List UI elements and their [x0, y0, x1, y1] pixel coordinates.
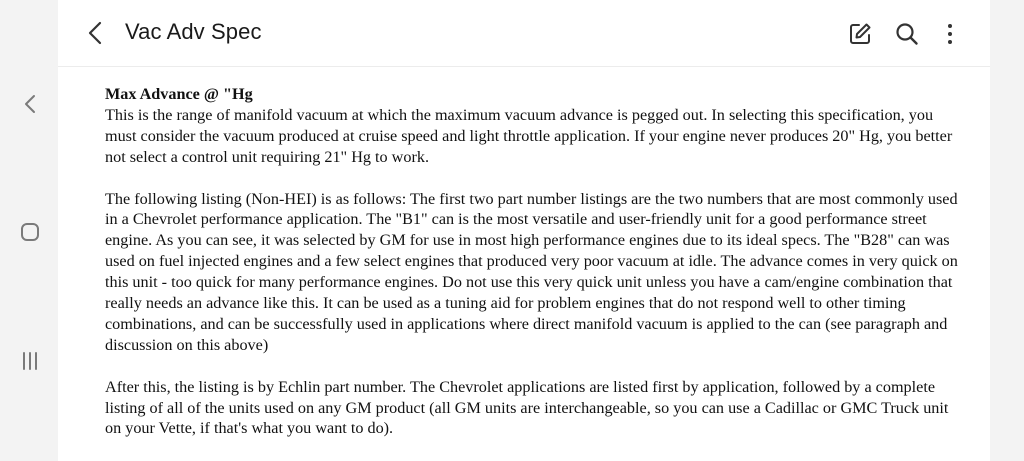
- note-paragraph-echlin: After this, the listing is by Echlin part number. The Chevrolet applications are listed first by application, followed by a complete listing of all of the units used on any GM product (all GM units are interchangeable, so you can use a Cadillac or GMC Truck unit on your Vette, if that's what you want to do).: [105, 377, 949, 438]
- system-navigation-bar: [0, 0, 58, 461]
- notes-app-window: [58, 0, 990, 461]
- note-paragraph-max-advance: This is the range of manifold vacuum at which the maximum vacuum advance is pegged out. In selecting this specification, you must consider the vacuum produced at cruise speed and light throttle application. If your engine never produces 20" Hg, you better not select a control unit requiring 21" Hg to work.: [105, 105, 953, 166]
- rounded-square-home-icon: [19, 221, 41, 243]
- app-bar: [58, 0, 990, 67]
- edit-pencil-icon: [847, 21, 873, 47]
- search-icon: [894, 21, 920, 47]
- page-title: Vac Adv Spec: [125, 19, 262, 44]
- note-paragraph-listing: The following listing (Non-HEI) is as follows: The first two part number listings are the two numbers that are most commonly used in a Chevrolet performance application. The "B1" can is the most versatile and user-friendly unit for a good performance street engine. As you can see, it was selected by GM for use in most high performance engines due to its ideal specs. The "B28" can was used on fuel injected engines and a few select engines that produced very poor vacuum at idle. The advance comes in very quick on this unit - too quick for many performance engines. Do not use this very quick unit unless you have a cam/engine combination that really needs an advance like this. It can be used as a tuning aid for problem engines that do not respond well to other timing combinations, and can be successfully used in applications where direct manifold vacuum is applied to the can (see paragraph and discussion on this above): [105, 189, 958, 354]
- search-button[interactable]: [891, 18, 923, 50]
- more-vertical-icon: [942, 21, 958, 47]
- edit-button[interactable]: [844, 18, 876, 50]
- chevron-left-icon: [20, 92, 40, 116]
- back-button[interactable]: [80, 17, 112, 49]
- note-body[interactable]: [105, 84, 965, 460]
- note-heading: Max Advance @ "Hg: [105, 85, 253, 103]
- three-lines-recents-icon: [19, 350, 41, 372]
- chevron-left-icon: [85, 20, 107, 46]
- system-recents-button[interactable]: [14, 345, 46, 377]
- right-gutter: [990, 0, 1024, 461]
- more-options-button[interactable]: [934, 18, 966, 50]
- system-back-button[interactable]: [14, 88, 46, 120]
- system-home-button[interactable]: [14, 216, 46, 248]
